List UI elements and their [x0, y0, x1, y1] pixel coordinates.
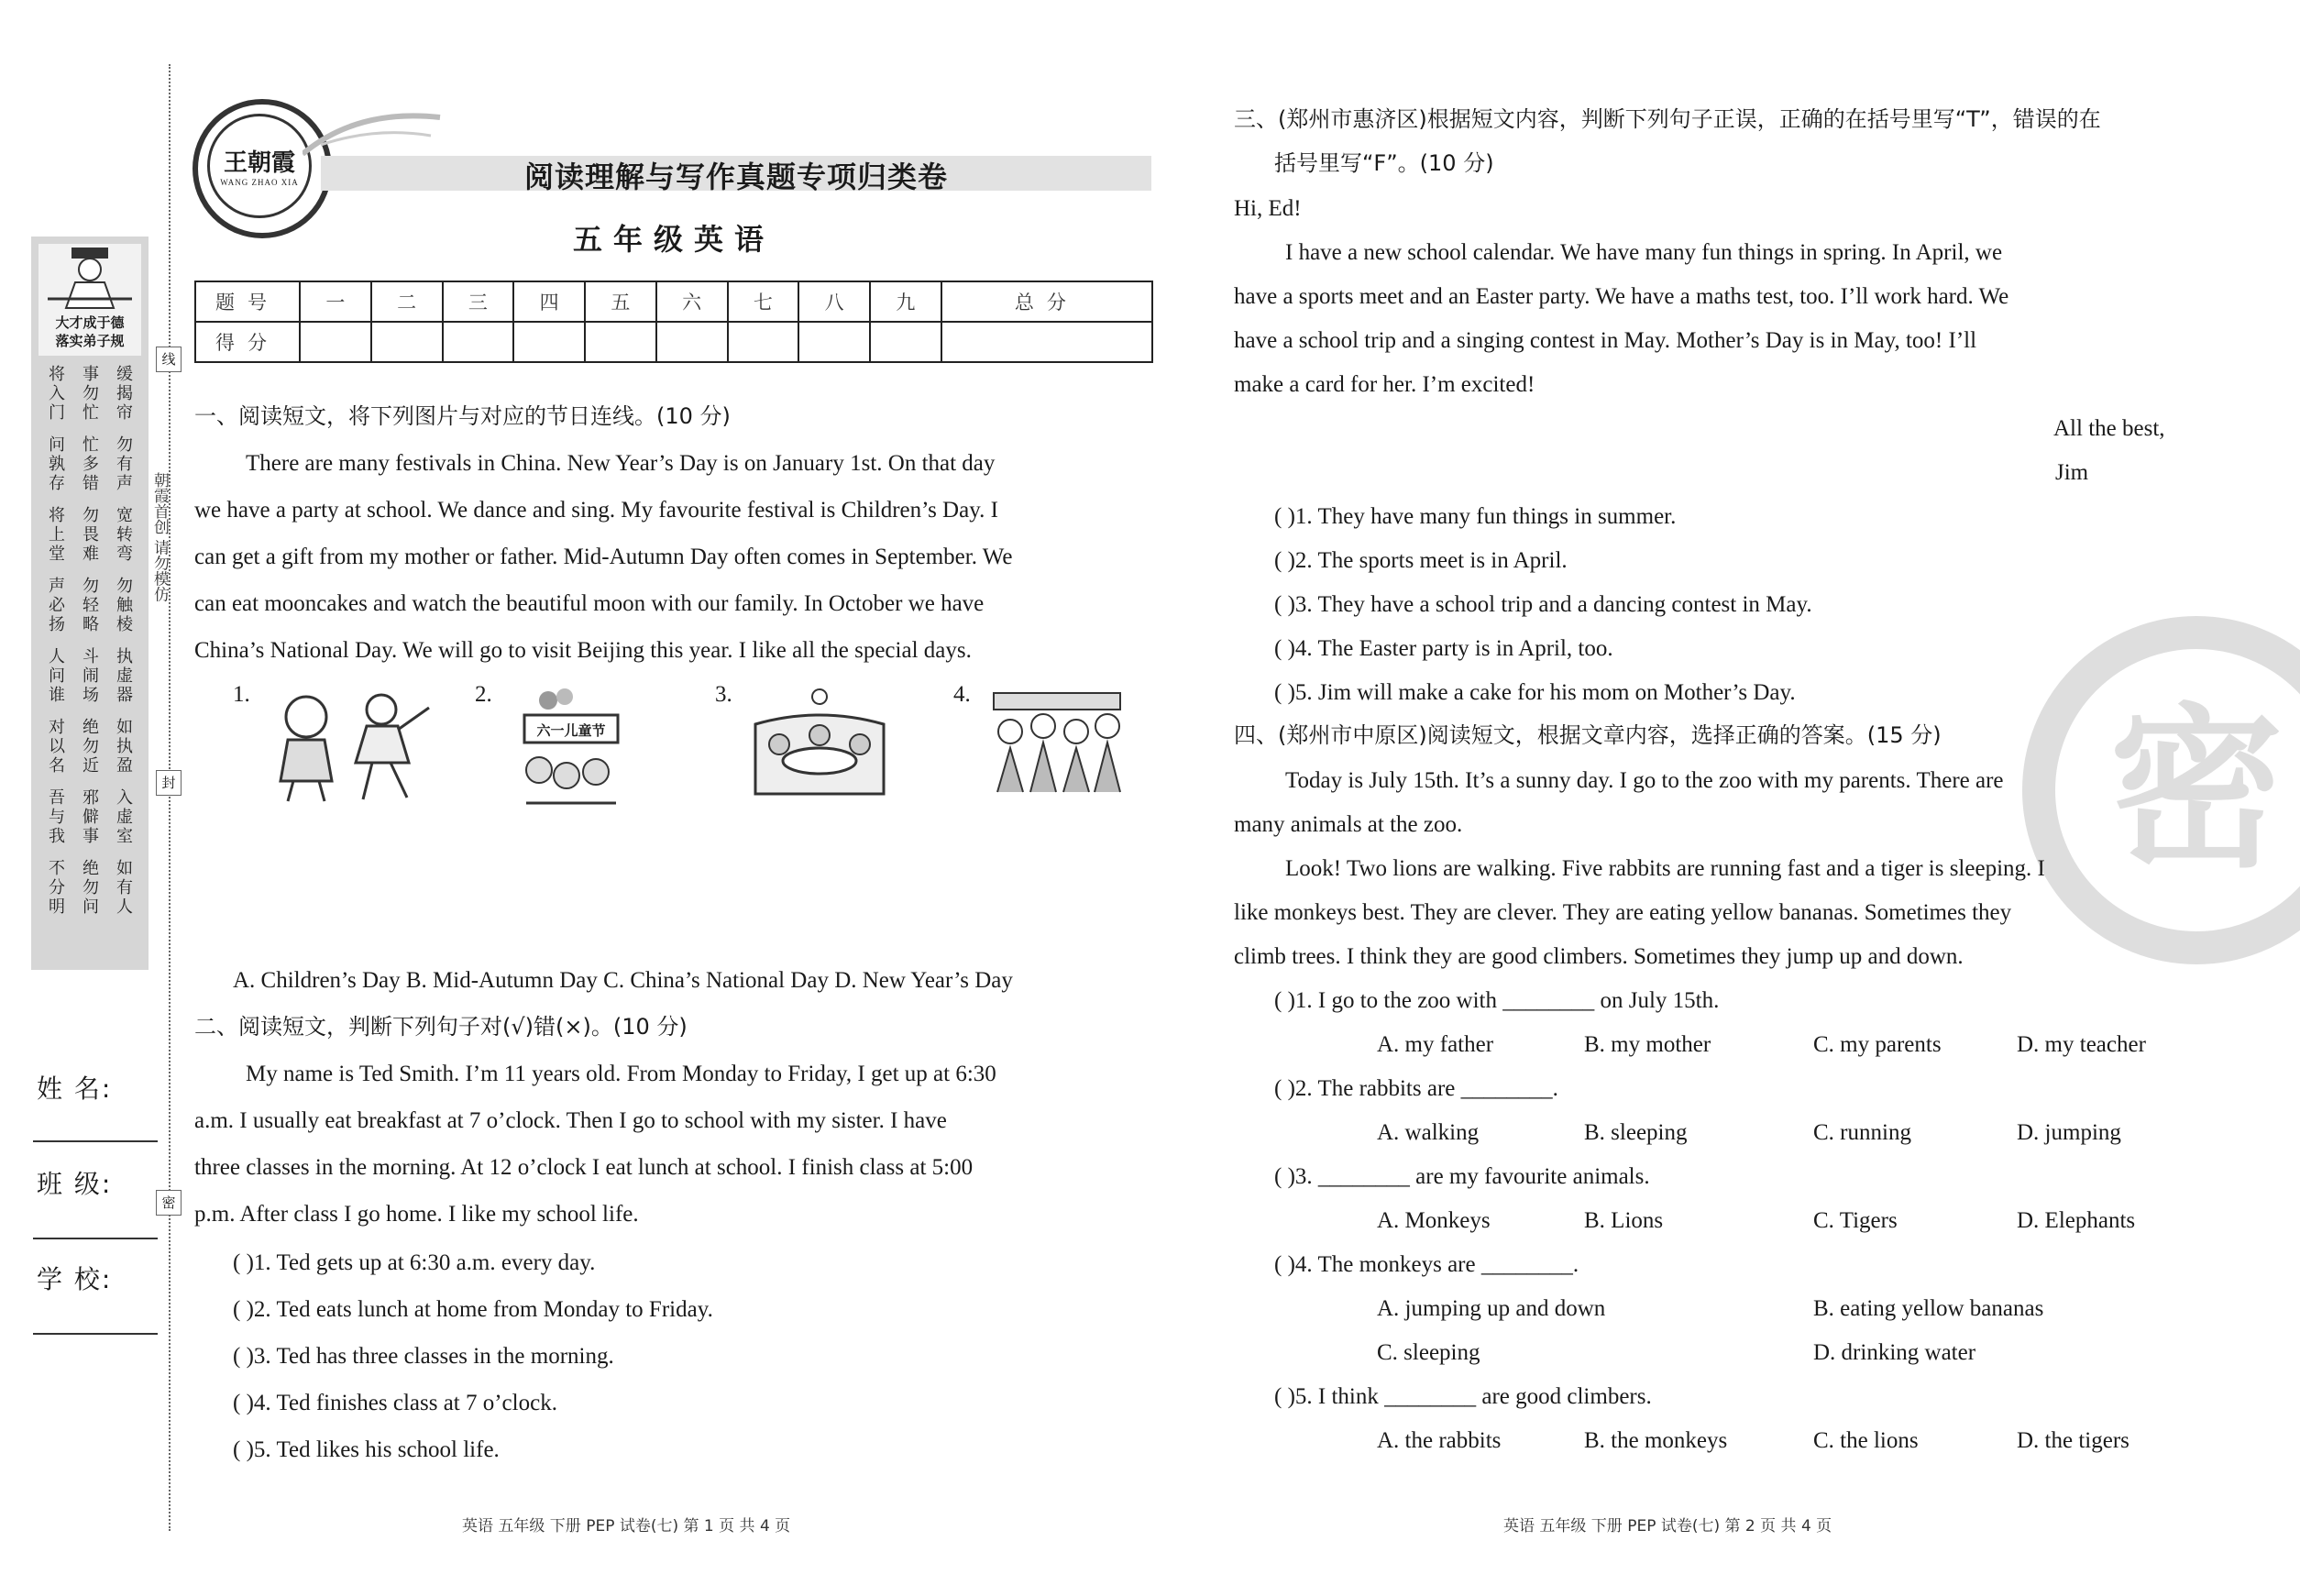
answer-option[interactable]: D. Elephants	[2017, 1208, 2136, 1233]
answer-option[interactable]: C. my parents	[1813, 1032, 1942, 1057]
passage-line: Today is July 15th. It’s a sunny day. I go to the zoo with my parents. There are	[1285, 768, 2004, 793]
picture-children-celebrating[interactable]	[988, 689, 1126, 796]
answer-option[interactable]: B. my mother	[1584, 1032, 1711, 1057]
answer-option[interactable]: B. Lions	[1584, 1208, 1664, 1233]
motto-column: 绝勿问	[83, 859, 99, 917]
motto-column: 吾与我	[49, 788, 65, 846]
motto-group	[44, 506, 138, 564]
letter-greeting: Hi, Ed!	[1234, 196, 1302, 221]
name-label: 姓 名:	[37, 1073, 113, 1104]
section4-question[interactable]: ( )2. The rabbits are ________.	[1274, 1076, 1558, 1101]
page-footer-right: 英语 五年级 下册 PEP 试卷(七) 第 2 页 共 4 页	[1503, 1517, 1832, 1535]
score-cell: 八	[798, 281, 870, 322]
motto-group	[44, 788, 138, 846]
motto-column: 对以名	[49, 718, 65, 776]
score-row-label: 得分	[195, 322, 300, 362]
section4-heading: 四、(郑州市中原区)阅读短文，根据文章内容，选择正确的答案。(15 分)	[1234, 722, 1942, 748]
passage-line: have a school trip and a singing contest in May. Mother’s Day is in May, too! I’ll	[1234, 328, 1977, 353]
section2-heading: 二、阅读短文，判断下列句子对(√)错(×)。(10 分)	[194, 1014, 688, 1040]
passage-line: climb trees. I think they are good climbers. Sometimes they jump up and down.	[1234, 944, 1964, 969]
motto-illustration	[39, 244, 141, 356]
motto-column: 入虚室	[116, 788, 133, 846]
motto-column: 宽转弯	[116, 506, 133, 564]
motto-group	[44, 577, 138, 634]
score-input-cell[interactable]	[513, 322, 585, 362]
passage-line: we have a party at school. We dance and sing. My favourite festival is Children’s Day. I	[194, 498, 998, 523]
score-input-cell[interactable]	[941, 322, 1152, 362]
picture-sign-text: 六一儿童节	[536, 722, 606, 739]
score-input-cell[interactable]	[585, 322, 656, 362]
section1-heading: 一、阅读短文，将下列图片与对应的节日连线。(10 分)	[194, 403, 731, 429]
score-input-cell[interactable]	[798, 322, 870, 362]
motto-column: 问孰存	[49, 435, 65, 493]
section3-item[interactable]: ( )3. They have a school trip and a dancing contest in May.	[1274, 592, 1812, 617]
answer-option[interactable]: B. the monkeys	[1584, 1428, 1728, 1453]
section2-item[interactable]: ( )1. Ted gets up at 6:30 a.m. every day.	[233, 1250, 596, 1275]
score-table-score-row	[195, 322, 1152, 362]
section3-heading-line2: 括号里写“F”。(10 分)	[1274, 150, 1494, 176]
passage-line: There are many festivals in China. New Year’s Day is on January 1st. On that day	[246, 451, 996, 476]
motto-group	[44, 435, 138, 493]
passage-line: can get a gift from my mother or father. Mid-Autumn Day often comes in September. We	[194, 545, 1013, 569]
section2-item[interactable]: ( )3. Ted has three classes in the morning.	[233, 1344, 614, 1369]
score-cell: 三	[443, 281, 514, 322]
motto-group	[44, 859, 138, 917]
answer-option[interactable]: B. sleeping	[1584, 1120, 1688, 1145]
picture-number: 1.	[233, 682, 250, 707]
score-cell: 七	[728, 281, 799, 322]
answer-option[interactable]: C. Tigers	[1813, 1208, 1898, 1233]
letter-signature: Jim	[2055, 460, 2089, 485]
exam-subtitle: 五年级英语	[572, 222, 775, 257]
vertical-copyright-note: 朝霞首创 请勿模仿	[150, 472, 169, 602]
score-table-header-row	[195, 281, 1152, 322]
answer-option[interactable]: D. my teacher	[2017, 1032, 2146, 1057]
binding-dotted-line	[169, 64, 171, 1531]
section4-passage	[1234, 759, 2193, 979]
motto-column: 不分明	[49, 859, 65, 917]
passage-line: have a sports meet and an Easter party. We have a maths test, too. I’ll work hard. We	[1234, 284, 2009, 309]
score-cell: 总分	[941, 281, 1152, 322]
logo-subtext: WANG ZHAO XIA	[220, 178, 299, 187]
score-input-cell[interactable]	[300, 322, 371, 362]
logo-text: 王朝霞	[223, 149, 295, 177]
page-footer-left: 英语 五年级 下册 PEP 试卷(七) 第 1 页 共 4 页	[462, 1517, 791, 1535]
answer-option[interactable]: D. jumping	[2017, 1120, 2121, 1145]
motto-column: 邪僻事	[83, 788, 99, 846]
section1-passage	[194, 440, 1153, 674]
motto-column: 勿畏难	[83, 506, 99, 564]
motto-group	[44, 647, 138, 705]
passage-line: three classes in the morning. At 12 o’clock I eat lunch at school. I finish class at 5:00	[194, 1155, 974, 1180]
score-cell: 四	[513, 281, 585, 322]
answer-option[interactable]: A. my father	[1377, 1032, 1494, 1057]
exam-title: 阅读理解与写作真题专项归类卷	[523, 160, 948, 194]
passage-line: p.m. After class I go home. I like my school life.	[194, 1202, 639, 1227]
section3-item[interactable]: ( )5. Jim will make a cake for his mom on Mother’s Day.	[1274, 680, 1796, 705]
motto-column: 执虚器	[116, 647, 133, 705]
motto-head-2: 落实弟子规	[55, 333, 125, 349]
binding-label-line: 线	[156, 347, 182, 372]
section4-question[interactable]: ( )1. I go to the zoo with ________ on July 15th.	[1274, 988, 1720, 1013]
motto-group	[44, 718, 138, 776]
answer-option[interactable]: A. jumping up and down	[1377, 1296, 1606, 1321]
score-input-cell[interactable]	[371, 322, 443, 362]
confidential-watermark: 密	[2022, 616, 2300, 964]
picture-dancing-singing[interactable]	[260, 689, 435, 803]
answer-option[interactable]: A. Monkeys	[1377, 1208, 1491, 1233]
score-cell: 九	[870, 281, 941, 322]
picture-childrens-day-sign[interactable]	[521, 688, 622, 805]
passage-line: China’s National Day. We will go to visit Beijing this year. I like all the special days.	[194, 638, 972, 663]
answer-option[interactable]: C. sleeping	[1377, 1340, 1480, 1365]
answer-option[interactable]: B. eating yellow bananas	[1813, 1296, 2044, 1321]
school-label: 学 校:	[37, 1264, 113, 1294]
binding-label-secret: 密	[156, 1190, 182, 1216]
motto-column: 斗闹场	[83, 647, 99, 705]
picture-number: 3.	[715, 682, 732, 707]
picture-family-mooncakes[interactable]	[752, 688, 887, 796]
section2-item[interactable]: ( )2. Ted eats lunch at home from Monday to Friday.	[233, 1297, 713, 1322]
answer-option[interactable]: A. the rabbits	[1377, 1428, 1502, 1453]
section4-question[interactable]: ( )3. ________ are my favourite animals.	[1274, 1164, 1650, 1189]
school-field[interactable]	[33, 1333, 158, 1335]
section3-passage	[1234, 231, 2193, 407]
passage-line: make a card for her. I’m excited!	[1234, 372, 1535, 397]
passage-line: I have a new school calendar. We have many fun things in spring. In April, we	[1285, 240, 2003, 265]
passage-line: a.m. I usually eat breakfast at 7 o’clock. Then I go to school with my sister. I have	[194, 1108, 947, 1133]
score-cell: 六	[656, 281, 728, 322]
section4-question[interactable]: ( )5. I think ________ are good climbers.	[1274, 1384, 1652, 1409]
answer-option[interactable]: C. the lions	[1813, 1428, 1919, 1453]
answer-option[interactable]: D. the tigers	[2017, 1428, 2129, 1453]
score-table	[194, 281, 1153, 363]
passage-line: can eat mooncakes and watch the beautiful moon with our family. In October we have	[194, 591, 985, 616]
section3-item[interactable]: ( )4. The Easter party is in April, too.	[1274, 636, 1613, 661]
scholar-figure-icon	[39, 244, 141, 310]
class-label: 班 级:	[37, 1169, 113, 1199]
motto-column: 如有人	[116, 859, 133, 917]
score-input-cell[interactable]	[728, 322, 799, 362]
picture-number: 4.	[953, 682, 971, 707]
answer-option[interactable]: D. drinking water	[1813, 1340, 1976, 1365]
motto-group	[44, 365, 138, 423]
motto-column: 绝勿近	[83, 718, 99, 776]
section2-item[interactable]: ( )4. Ted finishes class at 7 o’clock.	[233, 1391, 557, 1415]
score-cell: 二	[371, 281, 443, 322]
section2-passage	[194, 1051, 1153, 1238]
answer-option[interactable]: C. running	[1813, 1120, 1911, 1145]
motto-column: 忙多错	[83, 435, 99, 493]
motto-column: 将入门	[49, 365, 65, 423]
section3-item[interactable]: ( )1. They have many fun things in summer.	[1274, 504, 1677, 529]
picture-number: 2.	[475, 682, 492, 707]
score-cell: 一	[300, 281, 371, 322]
passage-line: My name is Ted Smith. I’m 11 years old. From Monday to Friday, I get up at 6:30	[246, 1062, 996, 1086]
section3-heading-line1: 三、(郑州市惠济区)根据短文内容，判断下列句子正误，正确的在括号里写“T”，错误的在	[1234, 106, 2101, 132]
motto-column: 勿轻略	[83, 577, 99, 634]
name-field[interactable]	[33, 1140, 158, 1142]
motto-column: 缓揭帘	[116, 365, 133, 423]
section2-item[interactable]: ( )5. Ted likes his school life.	[233, 1437, 500, 1462]
motto-text	[44, 365, 138, 930]
motto-column: 勿触棱	[116, 577, 133, 634]
motto-column: 将上堂	[49, 506, 65, 564]
binding-label-seal: 封	[156, 770, 182, 796]
score-input-cell[interactable]	[443, 322, 514, 362]
passage-line: like monkeys best. They are clever. They are eating yellow bananas. Sometimes they	[1234, 900, 2012, 925]
motto-column: 人问谁	[49, 647, 65, 705]
section4-question[interactable]: ( )4. The monkeys are ________.	[1274, 1252, 1579, 1277]
motto-head-1: 大才成于德	[55, 314, 125, 331]
section1-options: A. Children’s Day B. Mid-Autumn Day C. China’s National Day D. New Year’s Day	[233, 968, 1013, 993]
motto-column: 勿有声	[116, 435, 133, 493]
motto-column: 事勿忙	[83, 365, 99, 423]
score-cell: 五	[585, 281, 656, 322]
score-cell: 题号	[195, 281, 300, 322]
motto-column: 如执盈	[116, 718, 133, 776]
section3-item[interactable]: ( )2. The sports meet is in April.	[1274, 548, 1568, 573]
answer-option[interactable]: A. walking	[1377, 1120, 1480, 1145]
passage-line: Look! Two lions are walking. Five rabbits are running fast and a tiger is sleeping. I	[1285, 856, 2045, 881]
class-field[interactable]	[33, 1238, 158, 1239]
score-input-cell[interactable]	[656, 322, 728, 362]
brand-logo-inner	[207, 114, 312, 218]
motto-column: 声必扬	[49, 577, 65, 634]
letter-closing: All the best,	[2053, 416, 2165, 441]
passage-line: many animals at the zoo.	[1234, 812, 1463, 837]
score-input-cell[interactable]	[870, 322, 941, 362]
